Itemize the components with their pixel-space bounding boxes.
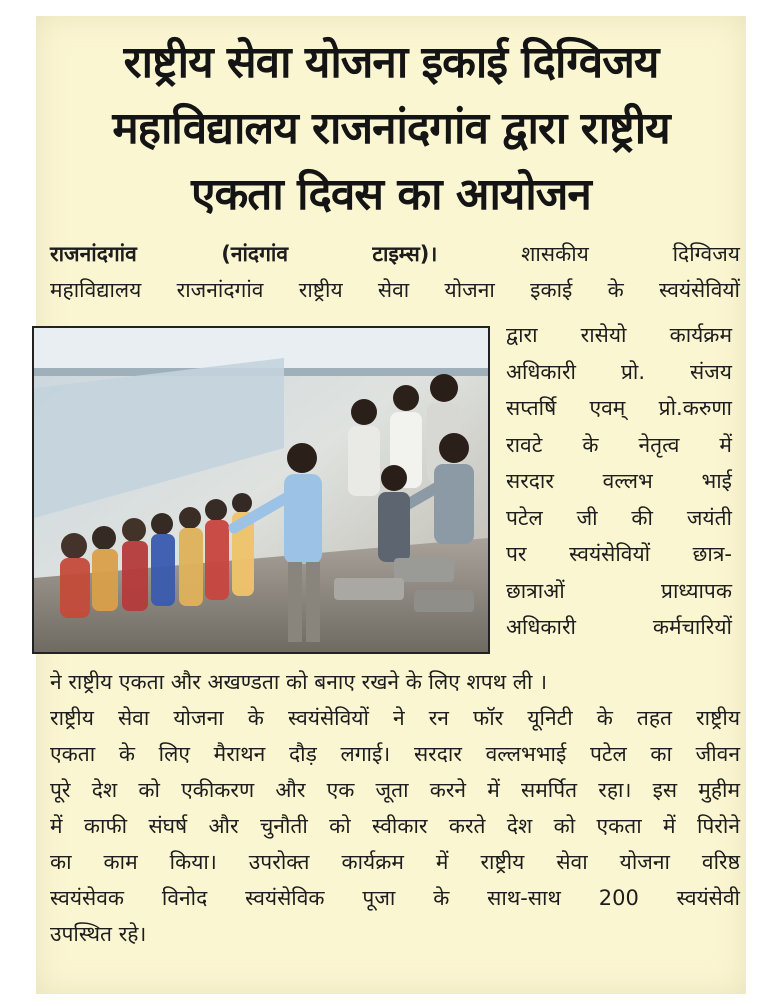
bottom-line-7: स्वयंसेवक विनोद स्वयंसेविक पूजा के साथ-साथ 200 स्वयंसेवी	[50, 886, 740, 910]
side-line-7: पर स्वयंसेवियों छात्र-	[506, 542, 732, 566]
bottom-line-1: ने राष्ट्रीय एकता और अखण्डता को बनाए रखने के लिए शपथ ली ।	[50, 670, 548, 694]
side-line-6: पटेल जी की जयंती	[506, 505, 732, 530]
headline-line-1: राष्ट्रीय सेवा योजना इकाई दिग्विजय	[123, 37, 659, 88]
side-line-9: अधिकारी कर्मचारियों	[506, 615, 732, 639]
side-line-2: अधिकारी प्रो. संजय	[506, 359, 732, 384]
headline-line-3: एकता दिवस का आयोजन	[191, 169, 591, 220]
side-line-8: छात्राओं प्राध्यापक	[506, 578, 732, 603]
bottom-text	[50, 664, 740, 952]
students-pledge-photo	[34, 328, 488, 652]
side-line-4: रावटे के नेतृत्व में	[506, 432, 732, 457]
bottom-line-5: में काफी संघर्ष और चुनौती को स्वीकार करते देश को एकता में पिरोने	[50, 814, 740, 838]
headline-line-2: महाविद्यालय राजनांदगांव द्वारा राष्ट्रीय	[112, 103, 670, 154]
bottom-line-3: एकता के लिए मैराथन दौड़ लगाई। सरदार वल्लभभाई पटेल का जीवन	[50, 742, 740, 766]
side-column	[506, 317, 732, 646]
intro-text	[50, 236, 740, 308]
bottom-line-4: पूरे देश को एकीकरण और एक जूता करने में समर्पित रहा। इस मुहीम	[50, 778, 740, 802]
intro-line-1-rest: शासकीय दिग्विजय	[521, 242, 740, 266]
bottom-line-8: उपस्थित रहे।	[50, 922, 147, 946]
intro-line-1	[50, 236, 740, 272]
headline	[36, 30, 746, 228]
intro-line-2: महाविद्यालय राजनांदगांव राष्ट्रीय सेवा योजना इकाई के स्वयंसेवियों	[50, 278, 740, 302]
dateline: राजनांदगांव (नांदगांव टाइम्स)।	[50, 242, 438, 266]
side-line-3: सप्तर्षि एवम् प्रो.करुणा	[506, 396, 732, 420]
side-line-1: द्वारा रासेयो कार्यक्रम	[506, 323, 732, 347]
side-line-5: सरदार वल्लभ भाई	[506, 469, 732, 493]
news-photo	[32, 326, 490, 654]
bottom-line-6: का काम किया। उपरोक्त कार्यक्रम में राष्ट्रीय सेवा योजना वरिष्ठ	[50, 850, 740, 874]
bottom-line-2: राष्ट्रीय सेवा योजना के स्वयंसेवियों ने रन फॉर यूनिटी के तहत राष्ट्रीय	[50, 706, 740, 730]
